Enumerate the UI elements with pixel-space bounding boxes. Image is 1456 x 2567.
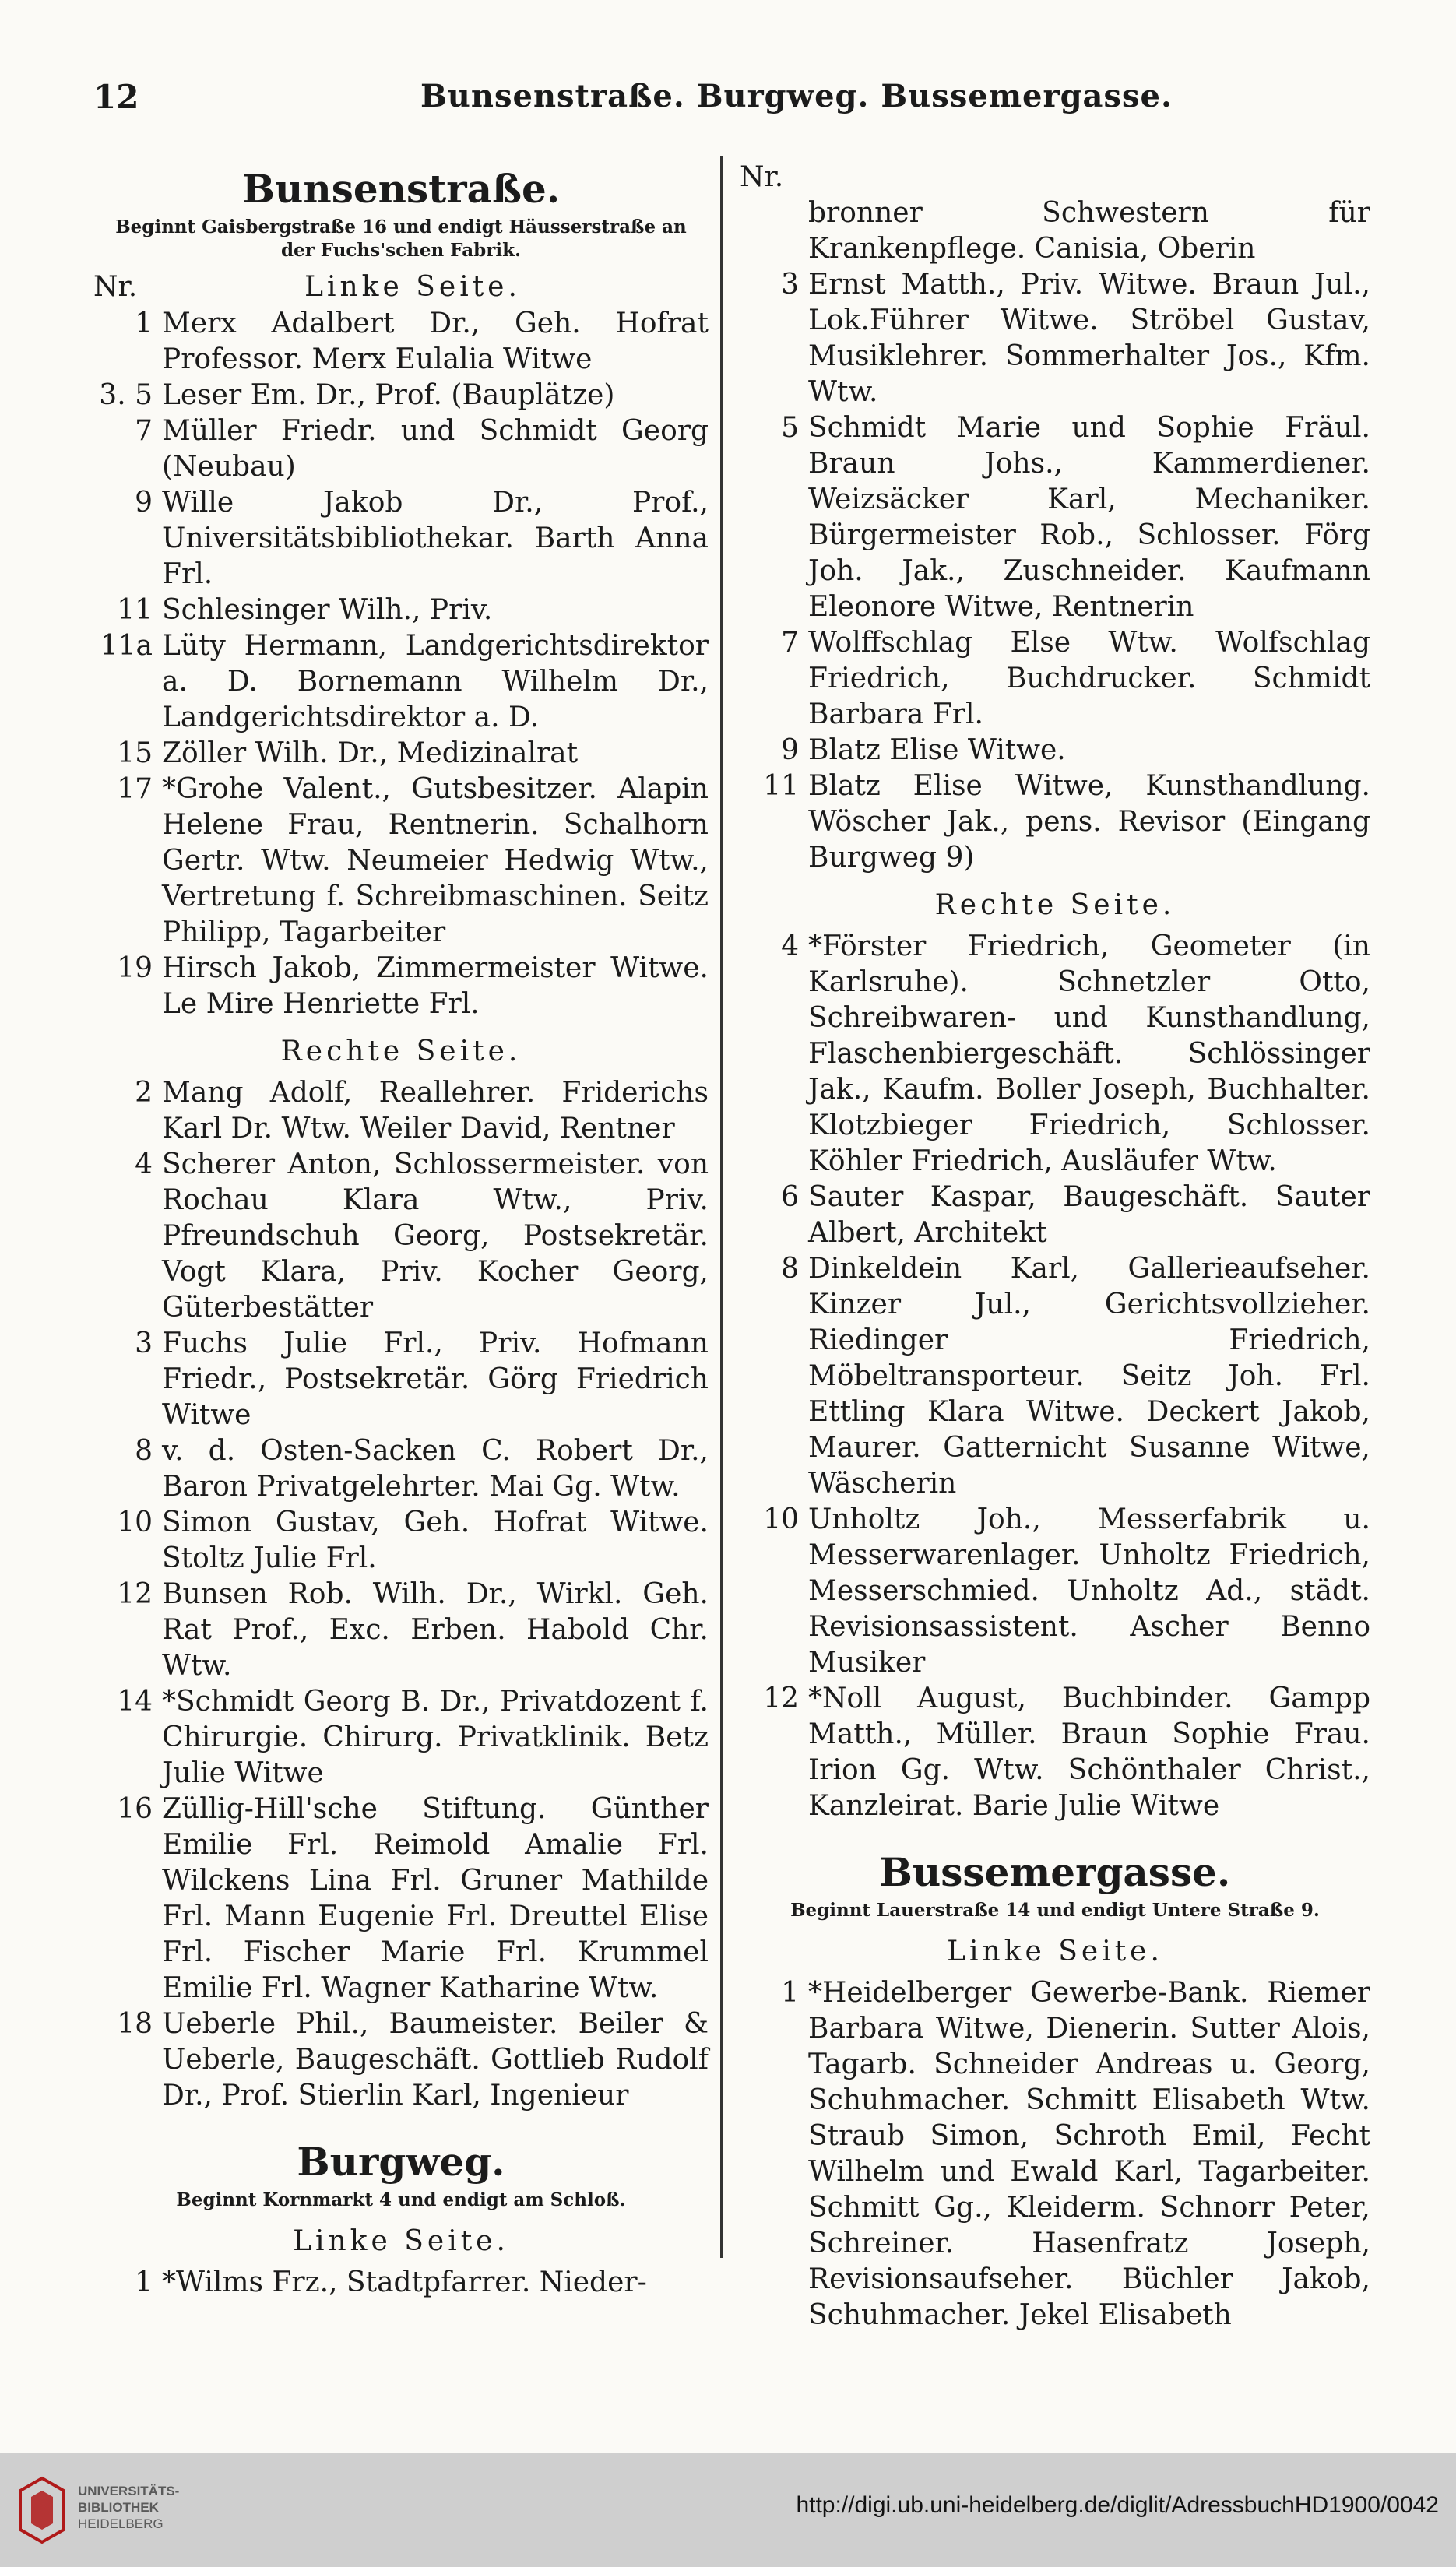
- house-number: 1: [135, 308, 153, 339]
- resident-list: Leser Em. Dr., Prof. (Bauplätze): [162, 379, 615, 411]
- house-number: 4: [135, 1148, 153, 1180]
- address-entry: [93, 485, 709, 593]
- resident-list: v. d. Osten-Sacken C. Robert Dr., Baron Privatgelehrter. Mai Gg. Wtw.: [162, 1435, 709, 1503]
- column-label-row: [93, 269, 709, 306]
- house-number: 11a: [100, 630, 153, 662]
- address-entry: [740, 267, 1370, 410]
- resident-list: Schlesinger Wilh., Priv.: [162, 594, 493, 626]
- house-number: 6: [781, 1181, 799, 1213]
- resident-list: Unholtz Joh., Messerfabrik u. Messerwarenlager. Unholtz Friedrich, Messerschmied. Unholtz Ad., städt. Revisionsassistent. Ascher Benno Musiker: [808, 1503, 1370, 1679]
- house-number: 12: [117, 1578, 153, 1610]
- side-label-left: Linke Seite.: [304, 271, 521, 303]
- address-entry: [93, 1147, 709, 1326]
- resident-list: *Heidelberger Gewerbe-Bank. Riemer Barbara Witwe, Dienerin. Sutter Alois, Tagarb. Schneider Andreas u. Georg, Schuhmacher. Schmitt Elisabeth Wtw. Straub Simon, Schroth Emil, Fecht Wilhelm und Ewald Karl, Tagarbeiter. Schmitt Gg., Kleiderm. Schnorr Peter, Schreiner. Hasenfratz Joseph, Revisionsaufseher. Büchler Jakob, Schuhmacher. Jekel Elisabeth: [808, 1977, 1370, 2331]
- side-label-left: Linke Seite.: [293, 2225, 509, 2257]
- resident-list: Züllig-Hill'sche Stiftung. Günther Emilie Frl. Reimold Amalie Frl. Wilckens Lina Frl. Gruner Mathilde Frl. Mann Eugenie Frl. Dreuttel Elise Frl. Fischer Marie Frl. Krummel Emilie Frl. Wagner Katharine Wtw.: [162, 1793, 709, 2004]
- resident-list: *Schmidt Georg B. Dr., Privatdozent f. Chirurgie. Chirurg. Privatklinik. Betz Julie Witwe: [162, 1686, 709, 1789]
- section-title-bussemergasse: Bussemergasse.: [879, 1849, 1231, 1895]
- library-name-line: BIBLIOTHEK: [78, 2500, 159, 2515]
- resident-list: bronner Schwestern für Krankenpflege. Canisia, Oberin: [808, 197, 1370, 265]
- address-entry: [740, 1681, 1370, 1824]
- entry-list-burgweg-right: [740, 929, 1370, 1824]
- resident-list: Ernst Matth., Priv. Witwe. Braun Jul., Lok.Führer Witwe. Ströbel Gustav, Musiklehrer. Sommerhalter Jos., Kfm. Wtw.: [808, 269, 1370, 408]
- resident-list: Merx Adalbert Dr., Geh. Hofrat Professor. Merx Eulalia Witwe: [162, 308, 709, 375]
- side-label-right: Rechte Seite.: [934, 889, 1176, 921]
- left-column: [93, 160, 709, 2301]
- resident-list: Bunsen Rob. Wilh. Dr., Wirkl. Geh. Rat Prof., Exc. Erben. Habold Chr. Wtw.: [162, 1578, 709, 1682]
- house-number: 15: [117, 737, 153, 769]
- resident-list: *Noll August, Buchbinder. Gampp Matth., Müller. Braun Sophie Frau. Irion Gg. Wtw. Schönthaler Christ., Kanzleirat. Barie Julie Witwe: [808, 1683, 1370, 1822]
- spacer: [93, 2114, 709, 2133]
- house-number: 12: [763, 1683, 799, 1714]
- address-entry: [93, 1684, 709, 1792]
- resident-list: Mang Adolf, Reallehrer. Friderichs Karl Dr. Wtw. Weiler David, Rentner: [162, 1077, 709, 1145]
- house-number: 1: [135, 2266, 153, 2298]
- section-intro: Beginnt Gaisbergstraße 16 und endigt Häusserstraße an der Fuchs'schen Fabrik.: [115, 216, 687, 261]
- address-entry: [740, 1975, 1370, 2333]
- address-entry: [93, 1433, 709, 1505]
- address-entry: [740, 1251, 1370, 1502]
- house-number: [740, 195, 808, 267]
- address-entry: [93, 951, 709, 1022]
- resident-list: Schmidt Marie und Sophie Fräul. Braun Johs., Kammerdiener. Weizsäcker Karl, Mechaniker. Bürgermeister Rob., Schlosser. Förg Joh. Jak., Zuschneider. Kaufmann Eleonore Witwe, Rentnerin: [808, 412, 1370, 623]
- resident-list: Ueberle Phil., Baumeister. Beiler & Ueberle, Baugeschäft. Gottlieb Rudolf Dr., Prof. Stierlin Karl, Ingenieur: [162, 2008, 709, 2112]
- house-number: 19: [117, 952, 153, 984]
- house-number: 3: [781, 269, 799, 301]
- house-number: 8: [781, 1253, 799, 1285]
- resident-list: Simon Gustav, Geh. Hofrat Witwe. Stoltz Julie Frl.: [162, 1507, 709, 1574]
- house-number: 14: [117, 1686, 153, 1718]
- column-divider: [720, 156, 723, 2258]
- resident-list: Müller Friedr. und Schmidt Georg (Neubau): [162, 415, 709, 483]
- resident-list: Blatz Elise Witwe.: [808, 734, 1066, 766]
- library-name-line: UNIVERSITÄTS-: [78, 2484, 180, 2498]
- resident-list: *Grohe Valent., Gutsbesitzer. Alapin Helene Frau, Rentnerin. Schalhorn Gertr. Wtw. Neumeier Hedwig Wtw., Vertretung f. Schreibmaschinen. Seitz Philipp, Tagarbeiter: [162, 773, 709, 948]
- resident-list: *Förster Friedrich, Geometer (in Karlsruhe). Schnetzler Otto, Schreibwaren- und Kunsthandlung, Flaschenbiergeschäft. Schlössinger Jak., Kaufm. Boller Joseph, Buchhalter. Klotzbieger Friedrich, Schlosser. Köhler Friedrich, Ausläufer Wtw.: [808, 930, 1370, 1177]
- address-entry: [93, 1326, 709, 1433]
- address-entry: [93, 2006, 709, 2114]
- entry-list-burgweg-left: [93, 2265, 709, 2301]
- house-number: 4: [781, 930, 799, 962]
- address-entry: [93, 1075, 709, 1147]
- address-entry: [740, 625, 1370, 733]
- page-number: 12: [93, 78, 139, 116]
- resident-list: Hirsch Jakob, Zimmermeister Witwe. Le Mire Henriette Frl.: [162, 952, 709, 1020]
- address-entry: [93, 593, 709, 628]
- house-number: 2: [135, 1077, 153, 1109]
- house-number: 10: [117, 1507, 153, 1538]
- address-entry: [740, 768, 1370, 876]
- side-label-left: Linke Seite.: [947, 1936, 1163, 1967]
- resident-list: Fuchs Julie Frl., Priv. Hofmann Friedr., Postsekretär. Görg Friedrich Witwe: [162, 1327, 709, 1431]
- resident-list: Zöller Wilh. Dr., Medizinalrat: [162, 737, 579, 769]
- house-number: 1: [781, 1977, 799, 2009]
- entry-list-bunsen-left: [93, 306, 709, 1022]
- address-entry: [93, 2265, 709, 2301]
- library-logo-icon: [17, 2475, 67, 2545]
- nr-label: Nr.: [740, 161, 784, 193]
- house-number: 10: [763, 1503, 799, 1535]
- resident-list: Wolffschlag Else Wtw. Wolfschlag Friedrich, Buchdrucker. Schmidt Barbara Frl.: [808, 627, 1370, 730]
- address-entry: [93, 1577, 709, 1684]
- address-entry: [740, 195, 1370, 267]
- house-number: 7: [781, 627, 799, 659]
- source-url-link[interactable]: http://digi.ub.uni-heidelberg.de/diglit/AdressbuchHD1900/0042: [796, 2492, 1439, 2518]
- resident-list: Wille Jakob Dr., Prof., Universitätsbibliothekar. Barth Anna Frl.: [162, 487, 709, 590]
- page-header: [93, 78, 1386, 132]
- resident-list: *Wilms Frz., Stadtpfarrer. Nieder-: [162, 2266, 647, 2298]
- resident-list: Blatz Elise Witwe, Kunsthandlung. Wöscher Jak., pens. Revisor (Eingang Burgweg 9): [808, 770, 1370, 874]
- spacer: [740, 1824, 1370, 1843]
- address-entry: [93, 628, 709, 736]
- house-number: 11: [117, 594, 153, 626]
- address-entry: [93, 736, 709, 772]
- library-name: [78, 2483, 179, 2532]
- house-number: 11: [763, 770, 799, 802]
- right-column: [740, 160, 1370, 2333]
- house-number: 3: [135, 1327, 153, 1359]
- house-number: 8: [135, 1435, 153, 1467]
- resident-list: Dinkeldein Karl, Gallerieaufseher. Kinzer Jul., Gerichtsvollzieher. Riedinger Friedrich, Möbeltransporteur. Seitz Joh. Frl. Ettling Klara Witwe. Deckert Jakob, Maurer. Gatternicht Susanne Witwe, Wäscherin: [808, 1253, 1370, 1500]
- address-entry: [740, 1180, 1370, 1251]
- house-number: 9: [135, 487, 153, 519]
- house-number: 17: [117, 773, 153, 805]
- address-entry: [93, 413, 709, 485]
- nr-label: Nr.: [93, 271, 138, 303]
- house-number: 9: [781, 734, 799, 766]
- address-entry: [740, 733, 1370, 768]
- address-entry: [740, 410, 1370, 625]
- address-entry: [93, 378, 709, 413]
- library-name-line: HEIDELBERG: [78, 2516, 164, 2531]
- address-entry: [740, 1502, 1370, 1681]
- house-number: 3. 5: [99, 379, 153, 411]
- side-label-right: Rechte Seite.: [280, 1036, 522, 1067]
- address-entry: [93, 772, 709, 951]
- section-title-burgweg: Burgweg.: [297, 2139, 505, 2185]
- running-head: Bunsenstraße. Burgweg. Bussemergasse.: [420, 78, 1173, 114]
- library-footer: [0, 2453, 1456, 2567]
- entry-list-bunsen-right: [93, 1075, 709, 2114]
- entry-list-burgweg-continued: [740, 195, 1370, 876]
- house-number: 16: [117, 1793, 153, 1825]
- house-number: 18: [117, 2008, 153, 2040]
- section-title-bunsenstrasse: Bunsenstraße.: [241, 166, 561, 212]
- address-entry: [740, 929, 1370, 1180]
- section-intro: Beginnt Lauerstraße 14 und endigt Untere Straße 9.: [790, 1900, 1320, 1921]
- house-number: 7: [135, 415, 153, 447]
- house-number: 5: [781, 412, 799, 444]
- resident-list: Scherer Anton, Schlossermeister. von Rochau Klara Wtw., Priv. Pfreundschuh Georg, Postsekretär. Vogt Klara, Priv. Kocher Georg, Güterbestätter: [162, 1148, 709, 1324]
- section-intro: Beginnt Kornmarkt 4 und endigt am Schloß.: [176, 2189, 626, 2210]
- address-entry: [93, 306, 709, 378]
- address-entry: [93, 1792, 709, 2006]
- address-entry: [93, 1505, 709, 1577]
- resident-list: Sauter Kaspar, Baugeschäft. Sauter Albert, Architekt: [808, 1181, 1370, 1249]
- resident-list: Lüty Hermann, Landgerichtsdirektor a. D. Bornemann Wilhelm Dr., Landgerichtsdirektor a. D.: [162, 630, 709, 733]
- entry-list-bussemer-left: [740, 1975, 1370, 2333]
